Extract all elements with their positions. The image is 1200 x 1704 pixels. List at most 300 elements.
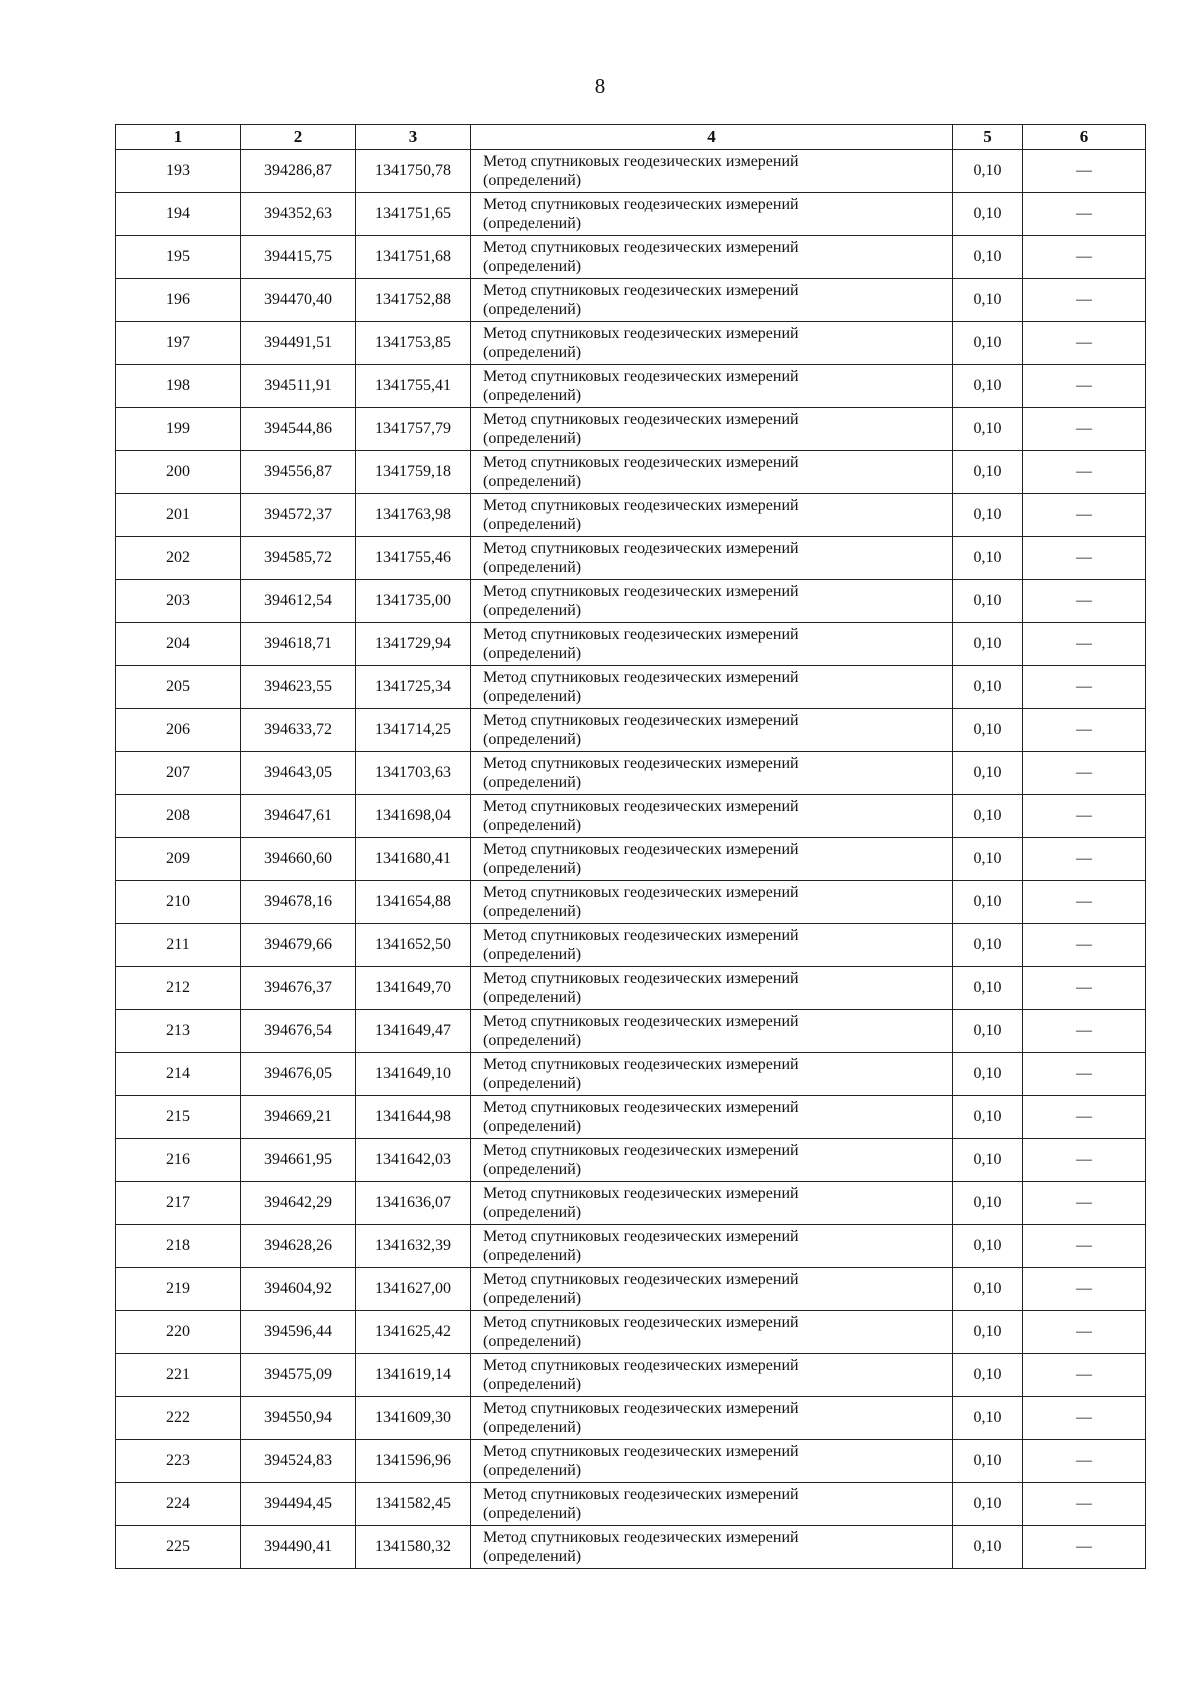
point-number-cell: 200 [116,451,241,494]
description-cell: — [1023,451,1146,494]
method-line-1: Метод спутниковых геодезических измерений [483,1013,799,1030]
description-cell: — [1023,1139,1146,1182]
method-line-1: Метод спутниковых геодезических измерений [483,497,799,514]
method-cell [471,1397,953,1440]
table-row [116,1397,1146,1440]
precision-cell: 0,10 [953,236,1023,279]
method-line-2: (определений) [483,1118,582,1135]
method-cell [471,795,953,838]
header-col-6: 6 [1023,125,1146,150]
description-cell: — [1023,795,1146,838]
description-cell: — [1023,752,1146,795]
x-coordinate-cell: 394643,05 [241,752,356,795]
precision-cell: 0,10 [953,1268,1023,1311]
precision-cell: 0,10 [953,451,1023,494]
description-cell: — [1023,1440,1146,1483]
table-row [116,1268,1146,1311]
method-cell [471,967,953,1010]
description-cell: — [1023,1483,1146,1526]
description-cell: — [1023,1010,1146,1053]
precision-cell: 0,10 [953,1440,1023,1483]
method-line-1: Метод спутниковых геодезических измерений [483,1185,799,1202]
method-line-2: (определений) [483,731,582,748]
method-cell [471,709,953,752]
method-line-2: (определений) [483,1290,582,1307]
description-cell: — [1023,1397,1146,1440]
method-line-1: Метод спутниковых геодезических измерений [483,1400,799,1417]
y-coordinate-cell: 1341652,50 [356,924,471,967]
y-coordinate-cell: 1341580,32 [356,1526,471,1569]
method-line-2: (определений) [483,903,582,920]
method-cell [471,150,953,193]
point-number-cell: 224 [116,1483,241,1526]
description-cell: — [1023,580,1146,623]
point-number-cell: 225 [116,1526,241,1569]
point-number-cell: 211 [116,924,241,967]
method-line-1: Метод спутниковых геодезических измерений [483,196,799,213]
table-row [116,451,1146,494]
y-coordinate-cell: 1341632,39 [356,1225,471,1268]
point-number-cell: 195 [116,236,241,279]
header-col-1: 1 [116,125,241,150]
precision-cell: 0,10 [953,967,1023,1010]
description-cell: — [1023,279,1146,322]
method-cell [471,279,953,322]
method-cell [471,666,953,709]
description-cell: — [1023,1096,1146,1139]
y-coordinate-cell: 1341649,10 [356,1053,471,1096]
point-number-cell: 198 [116,365,241,408]
x-coordinate-cell: 394352,63 [241,193,356,236]
table-row [116,193,1146,236]
table-row [116,494,1146,537]
x-coordinate-cell: 394286,87 [241,150,356,193]
precision-cell: 0,10 [953,1225,1023,1268]
point-number-cell: 196 [116,279,241,322]
table-body [116,150,1146,1569]
x-coordinate-cell: 394623,55 [241,666,356,709]
table-row [116,1225,1146,1268]
method-cell [471,623,953,666]
precision-cell: 0,10 [953,1010,1023,1053]
description-cell: — [1023,1526,1146,1569]
point-number-cell: 213 [116,1010,241,1053]
description-cell: — [1023,623,1146,666]
table-row [116,580,1146,623]
method-cell [471,1139,953,1182]
method-line-2: (определений) [483,1204,582,1221]
method-cell [471,1440,953,1483]
y-coordinate-cell: 1341725,34 [356,666,471,709]
table-row [116,1311,1146,1354]
method-line-1: Метод спутниковых геодезических измерений [483,583,799,600]
y-coordinate-cell: 1341609,30 [356,1397,471,1440]
description-cell: — [1023,408,1146,451]
point-number-cell: 218 [116,1225,241,1268]
point-number-cell: 197 [116,322,241,365]
precision-cell: 0,10 [953,1397,1023,1440]
precision-cell: 0,10 [953,623,1023,666]
method-line-1: Метод спутниковых геодезических измерений [483,239,799,256]
y-coordinate-cell: 1341729,94 [356,623,471,666]
description-cell: — [1023,666,1146,709]
description-cell: — [1023,1311,1146,1354]
description-cell: — [1023,494,1146,537]
method-line-2: (определений) [483,344,582,361]
description-cell: — [1023,924,1146,967]
x-coordinate-cell: 394575,09 [241,1354,356,1397]
x-coordinate-cell: 394676,54 [241,1010,356,1053]
method-line-2: (определений) [483,1161,582,1178]
x-coordinate-cell: 394676,37 [241,967,356,1010]
method-line-1: Метод спутниковых геодезических измерений [483,282,799,299]
method-line-1: Метод спутниковых геодезических измерений [483,970,799,987]
x-coordinate-cell: 394647,61 [241,795,356,838]
table-row [116,537,1146,580]
table-row [116,752,1146,795]
table-row [116,838,1146,881]
method-line-2: (определений) [483,989,582,1006]
table-row [116,1139,1146,1182]
method-line-1: Метод спутниковых геодезических измерений [483,712,799,729]
method-line-1: Метод спутниковых геодезических измерений [483,454,799,471]
method-line-2: (определений) [483,817,582,834]
table-row [116,666,1146,709]
method-line-1: Метод спутниковых геодезических измерений [483,1529,799,1546]
x-coordinate-cell: 394669,21 [241,1096,356,1139]
method-cell [471,1268,953,1311]
precision-cell: 0,10 [953,279,1023,322]
table-row [116,623,1146,666]
method-line-2: (определений) [483,215,582,232]
method-line-2: (определений) [483,1247,582,1264]
y-coordinate-cell: 1341627,00 [356,1268,471,1311]
precision-cell: 0,10 [953,1483,1023,1526]
table-row [116,924,1146,967]
method-line-2: (определений) [483,301,582,318]
method-cell [471,881,953,924]
page-number: 8 [594,74,606,98]
method-cell [471,1053,953,1096]
method-cell [471,752,953,795]
method-cell [471,1096,953,1139]
table-row [116,709,1146,752]
description-cell: — [1023,709,1146,752]
x-coordinate-cell: 394494,45 [241,1483,356,1526]
method-line-2: (определений) [483,559,582,576]
coordinates-table [115,124,1146,1569]
point-number-cell: 207 [116,752,241,795]
x-coordinate-cell: 394511,91 [241,365,356,408]
method-line-2: (определений) [483,946,582,963]
method-line-1: Метод спутниковых геодезических измерений [483,1099,799,1116]
point-number-cell: 204 [116,623,241,666]
point-number-cell: 201 [116,494,241,537]
method-cell [471,1354,953,1397]
precision-cell: 0,10 [953,1096,1023,1139]
table-row [116,1010,1146,1053]
method-line-2: (определений) [483,430,582,447]
table-row [116,322,1146,365]
header-col-4: 4 [471,125,953,150]
method-line-1: Метод спутниковых геодезических измерений [483,1443,799,1460]
method-line-2: (определений) [483,602,582,619]
point-number-cell: 220 [116,1311,241,1354]
method-line-1: Метод спутниковых геодезических измерений [483,1056,799,1073]
description-cell: — [1023,193,1146,236]
method-line-2: (определений) [483,473,582,490]
method-cell [471,1526,953,1569]
x-coordinate-cell: 394572,37 [241,494,356,537]
precision-cell: 0,10 [953,537,1023,580]
point-number-cell: 214 [116,1053,241,1096]
method-line-2: (определений) [483,1032,582,1049]
precision-cell: 0,10 [953,924,1023,967]
method-cell [471,322,953,365]
method-cell [471,408,953,451]
x-coordinate-cell: 394661,95 [241,1139,356,1182]
table-row [116,150,1146,193]
precision-cell: 0,10 [953,322,1023,365]
table-row [116,1096,1146,1139]
point-number-cell: 209 [116,838,241,881]
table-row [116,1182,1146,1225]
method-line-1: Метод спутниковых геодезических измерений [483,841,799,858]
x-coordinate-cell: 394660,60 [241,838,356,881]
table-row [116,881,1146,924]
table-row [116,408,1146,451]
table-row [116,1526,1146,1569]
precision-cell: 0,10 [953,408,1023,451]
table-row [116,236,1146,279]
method-cell [471,838,953,881]
description-cell: — [1023,150,1146,193]
method-cell [471,193,953,236]
point-number-cell: 206 [116,709,241,752]
method-line-1: Метод спутниковых геодезических измерений [483,1486,799,1503]
x-coordinate-cell: 394678,16 [241,881,356,924]
method-line-1: Метод спутниковых геодезических измерений [483,540,799,557]
method-line-1: Метод спутниковых геодезических измерений [483,927,799,944]
description-cell: — [1023,1182,1146,1225]
point-number-cell: 212 [116,967,241,1010]
precision-cell: 0,10 [953,752,1023,795]
y-coordinate-cell: 1341654,88 [356,881,471,924]
method-cell [471,1225,953,1268]
description-cell: — [1023,881,1146,924]
precision-cell: 0,10 [953,365,1023,408]
x-coordinate-cell: 394633,72 [241,709,356,752]
method-cell [471,365,953,408]
method-cell [471,1182,953,1225]
method-line-1: Метод спутниковых геодезических измерений [483,669,799,686]
y-coordinate-cell: 1341636,07 [356,1182,471,1225]
point-number-cell: 221 [116,1354,241,1397]
method-line-2: (определений) [483,1548,582,1565]
point-number-cell: 215 [116,1096,241,1139]
x-coordinate-cell: 394612,54 [241,580,356,623]
method-line-2: (определений) [483,688,582,705]
method-line-2: (определений) [483,774,582,791]
point-number-cell: 193 [116,150,241,193]
x-coordinate-cell: 394550,94 [241,1397,356,1440]
method-cell [471,494,953,537]
method-cell [471,924,953,967]
method-line-1: Метод спутниковых геодезических измерений [483,884,799,901]
y-coordinate-cell: 1341619,14 [356,1354,471,1397]
method-cell [471,537,953,580]
y-coordinate-cell: 1341680,41 [356,838,471,881]
table-row [116,279,1146,322]
y-coordinate-cell: 1341714,25 [356,709,471,752]
precision-cell: 0,10 [953,1182,1023,1225]
method-line-1: Метод спутниковых геодезических измерений [483,1228,799,1245]
y-coordinate-cell: 1341763,98 [356,494,471,537]
x-coordinate-cell: 394415,75 [241,236,356,279]
table-row [116,1354,1146,1397]
x-coordinate-cell: 394470,40 [241,279,356,322]
precision-cell: 0,10 [953,494,1023,537]
point-number-cell: 205 [116,666,241,709]
point-number-cell: 219 [116,1268,241,1311]
method-line-2: (определений) [483,645,582,662]
x-coordinate-cell: 394642,29 [241,1182,356,1225]
header-col-3: 3 [356,125,471,150]
y-coordinate-cell: 1341644,98 [356,1096,471,1139]
table-row [116,967,1146,1010]
y-coordinate-cell: 1341757,79 [356,408,471,451]
precision-cell: 0,10 [953,838,1023,881]
precision-cell: 0,10 [953,1053,1023,1096]
precision-cell: 0,10 [953,1526,1023,1569]
description-cell: — [1023,322,1146,365]
precision-cell: 0,10 [953,193,1023,236]
y-coordinate-cell: 1341759,18 [356,451,471,494]
method-cell [471,1010,953,1053]
x-coordinate-cell: 394618,71 [241,623,356,666]
precision-cell: 0,10 [953,795,1023,838]
description-cell: — [1023,365,1146,408]
x-coordinate-cell: 394604,92 [241,1268,356,1311]
description-cell: — [1023,1225,1146,1268]
y-coordinate-cell: 1341625,42 [356,1311,471,1354]
header-col-5: 5 [953,125,1023,150]
precision-cell: 0,10 [953,1311,1023,1354]
point-number-cell: 216 [116,1139,241,1182]
method-cell [471,1483,953,1526]
precision-cell: 0,10 [953,881,1023,924]
description-cell: — [1023,537,1146,580]
x-coordinate-cell: 394524,83 [241,1440,356,1483]
method-line-1: Метод спутниковых геодезических измерений [483,411,799,428]
method-line-1: Метод спутниковых геодезических измерений [483,1142,799,1159]
point-number-cell: 203 [116,580,241,623]
x-coordinate-cell: 394585,72 [241,537,356,580]
method-line-2: (определений) [483,172,582,189]
y-coordinate-cell: 1341703,63 [356,752,471,795]
x-coordinate-cell: 394556,87 [241,451,356,494]
method-line-2: (определений) [483,258,582,275]
y-coordinate-cell: 1341752,88 [356,279,471,322]
description-cell: — [1023,1354,1146,1397]
method-line-2: (определений) [483,1075,582,1092]
y-coordinate-cell: 1341596,96 [356,1440,471,1483]
y-coordinate-cell: 1341649,70 [356,967,471,1010]
method-line-1: Метод спутниковых геодезических измерений [483,153,799,170]
method-cell [471,451,953,494]
method-line-2: (определений) [483,516,582,533]
table-row [116,1053,1146,1096]
description-cell: — [1023,838,1146,881]
y-coordinate-cell: 1341753,85 [356,322,471,365]
y-coordinate-cell: 1341642,03 [356,1139,471,1182]
point-number-cell: 223 [116,1440,241,1483]
y-coordinate-cell: 1341735,00 [356,580,471,623]
y-coordinate-cell: 1341750,78 [356,150,471,193]
x-coordinate-cell: 394596,44 [241,1311,356,1354]
method-line-1: Метод спутниковых геодезических измерений [483,798,799,815]
precision-cell: 0,10 [953,150,1023,193]
precision-cell: 0,10 [953,580,1023,623]
description-cell: — [1023,967,1146,1010]
x-coordinate-cell: 394628,26 [241,1225,356,1268]
point-number-cell: 208 [116,795,241,838]
point-number-cell: 217 [116,1182,241,1225]
y-coordinate-cell: 1341755,46 [356,537,471,580]
x-coordinate-cell: 394676,05 [241,1053,356,1096]
y-coordinate-cell: 1341751,68 [356,236,471,279]
y-coordinate-cell: 1341751,65 [356,193,471,236]
method-cell [471,236,953,279]
method-cell [471,1311,953,1354]
table-row [116,1483,1146,1526]
method-line-2: (определений) [483,1376,582,1393]
description-cell: — [1023,1268,1146,1311]
method-line-2: (определений) [483,1333,582,1350]
x-coordinate-cell: 394544,86 [241,408,356,451]
header-col-2: 2 [241,125,356,150]
table-row [116,365,1146,408]
point-number-cell: 210 [116,881,241,924]
method-line-1: Метод спутниковых геодезических измерений [483,325,799,342]
table-row [116,1440,1146,1483]
y-coordinate-cell: 1341698,04 [356,795,471,838]
x-coordinate-cell: 394679,66 [241,924,356,967]
method-line-1: Метод спутниковых геодезических измерений [483,755,799,772]
description-cell: — [1023,1053,1146,1096]
method-line-1: Метод спутниковых геодезических измерений [483,1314,799,1331]
method-line-2: (определений) [483,860,582,877]
point-number-cell: 199 [116,408,241,451]
precision-cell: 0,10 [953,709,1023,752]
description-cell: — [1023,236,1146,279]
precision-cell: 0,10 [953,1139,1023,1182]
method-line-2: (определений) [483,1462,582,1479]
method-line-1: Метод спутниковых геодезических измерений [483,626,799,643]
precision-cell: 0,10 [953,666,1023,709]
table-row [116,795,1146,838]
method-cell [471,580,953,623]
y-coordinate-cell: 1341649,47 [356,1010,471,1053]
x-coordinate-cell: 394491,51 [241,322,356,365]
precision-cell: 0,10 [953,1354,1023,1397]
method-line-2: (определений) [483,387,582,404]
x-coordinate-cell: 394490,41 [241,1526,356,1569]
y-coordinate-cell: 1341755,41 [356,365,471,408]
method-line-2: (определений) [483,1419,582,1436]
point-number-cell: 202 [116,537,241,580]
y-coordinate-cell: 1341582,45 [356,1483,471,1526]
